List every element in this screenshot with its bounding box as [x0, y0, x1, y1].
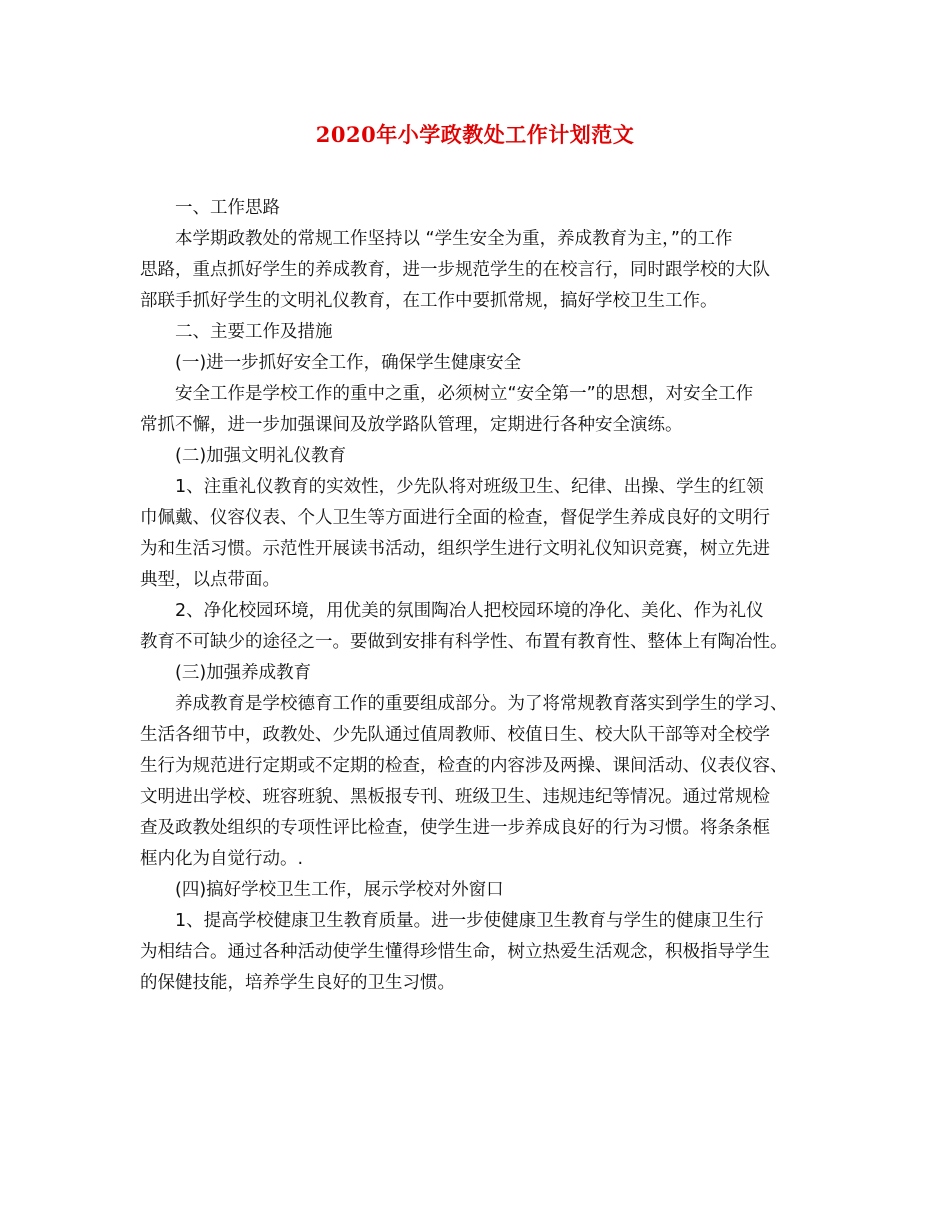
- paragraph-line: 教育不可缺少的途径之一。要做到安排有科学性、布置有教育性、整体上有陶冶性。: [140, 632, 788, 652]
- paragraph: [140, 193, 825, 224]
- paragraph: [140, 658, 825, 689]
- paragraph-line: 2、净化校园环境，用优美的氛围陶冶人把校园环境的净化、美化、作为礼仪: [175, 601, 764, 621]
- paragraph-line: 生行为规范进行定期或不定期的检查，检查的内容涉及两操、课间活动、仪表仪容、: [140, 756, 788, 776]
- paragraph-line: (一)进一步抓好安全工作，确保学生健康安全: [175, 353, 522, 373]
- paragraph-line: 文明进出学校、班容班貌、黑板报专刊、班级卫生、违规违纪等情况。通过常规检: [140, 787, 770, 807]
- paragraph-line: 本学期政教处的常规工作坚持以 “学生安全为重，养成教育为主，”的工作: [175, 229, 733, 249]
- paragraph: [140, 379, 825, 441]
- paragraph-line: 典型，以点带面。: [140, 570, 280, 590]
- paragraph-line: 巾佩戴、仪容仪表、个人卫生等方面进行全面的检查，督促学生养成良好的文明行: [140, 508, 770, 528]
- paragraph-line: (三)加强养成教育: [175, 663, 312, 683]
- paragraph-line: 一、工作思路: [175, 198, 280, 218]
- paragraph: [140, 875, 825, 906]
- paragraph-line: 二、主要工作及措施: [175, 322, 333, 342]
- paragraph-line: 的保健技能，培养学生良好的卫生习惯。: [140, 973, 455, 993]
- paragraph-line: 部联手抓好学生的文明礼仪教育，在工作中要抓常规，搞好学校卫生工作。: [140, 291, 718, 311]
- paragraph: [140, 906, 825, 999]
- paragraph-line: 1、注重礼仪教育的实效性，少先队将对班级卫生、纪律、出操、学生的红领: [175, 477, 764, 497]
- paragraph-line: 生活各细节中，政教处、少先队通过值周教师、校值日生、校大队干部等对全校学: [140, 725, 770, 745]
- document-body: [140, 193, 825, 999]
- paragraph-line: 查及政教处组织的专项性评比检查，使学生进一步养成良好的行为习惯。将条条框: [140, 818, 770, 838]
- paragraph-line: 思路，重点抓好学生的养成教育，进一步规范学生的在校言行，同时跟学校的大队: [140, 260, 770, 280]
- document-title: 2020年小学政教处工作计划范文: [315, 122, 635, 147]
- paragraph: [140, 689, 825, 875]
- paragraph-line: 养成教育是学校德育工作的重要组成部分。为了将常规教育落实到学生的学习、: [175, 694, 788, 714]
- paragraph: [140, 317, 825, 348]
- paragraph-line: 常抓不懈，进一步加强课间及放学路队管理，定期进行各种安全演练。: [140, 415, 683, 435]
- paragraph-line: 为和生活习惯。示范性开展读书活动，组织学生进行文明礼仪知识竞赛，树立先进: [140, 539, 770, 559]
- paragraph-line: 框内化为自觉行动。.: [140, 849, 304, 869]
- paragraph-line: 1、提高学校健康卫生教育质量。进一步使健康卫生教育与学生的健康卫生行: [175, 911, 764, 931]
- paragraph-line: 安全工作是学校工作的重中之重，必须树立“安全第一”的思想，对安全工作: [175, 384, 754, 404]
- paragraph: [140, 348, 825, 379]
- paragraph: [140, 472, 825, 596]
- paragraph: [140, 441, 825, 472]
- paragraph-line: (四)搞好学校卫生工作，展示学校对外窗口: [175, 880, 504, 900]
- paragraph-line: 为相结合。通过各种活动使学生懂得珍惜生命，树立热爱生活观念，积极指导学生: [140, 942, 770, 962]
- paragraph: [140, 596, 825, 658]
- paragraph: [140, 224, 825, 317]
- paragraph-line: (二)加强文明礼仪教育: [175, 446, 347, 466]
